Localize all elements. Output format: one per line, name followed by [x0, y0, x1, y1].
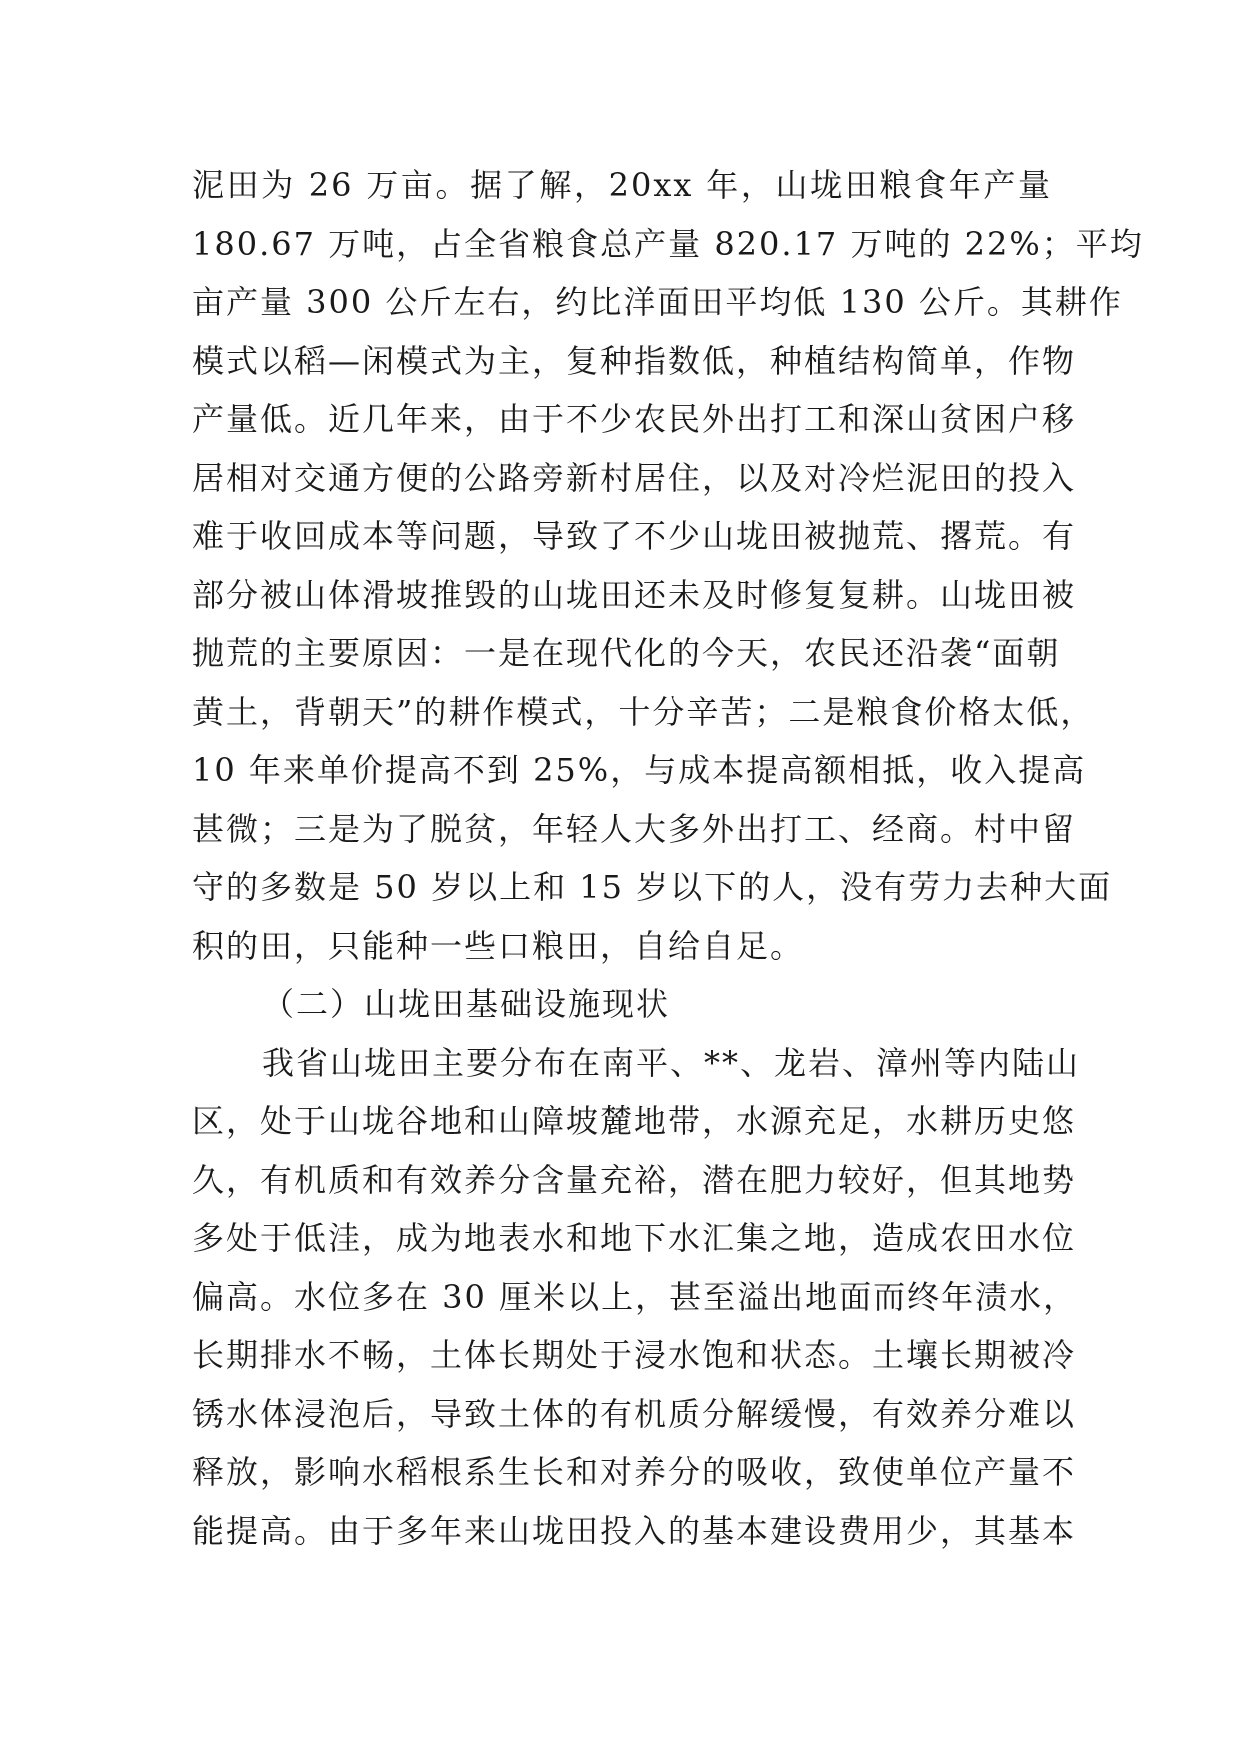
text-line: 偏高。水位多在 30 厘米以上，甚至溢出地面而终年渍水， [192, 1277, 1078, 1316]
text-line: 10 年来单价提高不到 25%，与成本提高额相抵，收入提高 [192, 751, 1087, 789]
document-body [192, 156, 1144, 1560]
text-line: 我省山垅田主要分布在南平、**、龙岩、漳州等内陆山 [262, 1043, 1081, 1082]
text-line: 甚微；三是为了脱贫，年轻人大多外出打工、经商。村中留 [192, 809, 1077, 848]
section-heading: （二）山垅田基础设施现状 [262, 985, 671, 1023]
text-line: 能提高。由于多年来山垅田投入的基本建设费用少，其基本 [192, 1511, 1077, 1550]
text-line: 泥田为 26 万亩。据了解，20xx 年，山垅田粮食年产量 [192, 166, 1052, 204]
text-line: 亩产量 300 公斤左右，约比洋面田平均低 130 公斤。其耕作 [192, 283, 1123, 321]
text-line: 释放，影响水稻根系生长和对养分的吸收，致使单位产量不 [192, 1453, 1077, 1491]
paragraph-1 [192, 156, 1144, 975]
text-line: 黄土，背朝天”的耕作模式，十分辛苦；二是粮食价格太低， [192, 692, 1095, 731]
text-line: 模式以稻—闲模式为主，复种指数低，种植结构简单，作物 [192, 341, 1077, 380]
text-line: 抛荒的主要原因：一是在现代化的今天，农民还沿袭“面朝 [192, 634, 1061, 672]
text-line: 居相对交通方便的公路旁新村居住，以及对冷烂泥田的投入 [192, 458, 1077, 497]
text-line: 久，有机质和有效养分含量充裕，潜在肥力较好，但其地势 [192, 1160, 1077, 1199]
text-line: 区，处于山垅谷地和山障坡麓地带，水源充足，水耕历史悠 [192, 1102, 1077, 1140]
text-line: 积的田，只能种一些口粮田，自给自足。 [192, 926, 805, 965]
text-line: 长期排水不畅，土体长期处于浸水饱和状态。土壤长期被冷 [192, 1336, 1077, 1374]
text-line: 多处于低洼，成为地表水和地下水汇集之地，造成农田水位 [192, 1219, 1077, 1257]
paragraph-2 [192, 1034, 1081, 1561]
text-line: 锈水体浸泡后，导致土体的有机质分解缓慢，有效养分难以 [192, 1394, 1077, 1433]
text-line: 产量低。近几年来，由于不少农民外出打工和深山贫困户移 [192, 400, 1077, 438]
text-line: 部分被山体滑坡推毁的山垅田还未及时修复复耕。山垅田被 [192, 575, 1077, 614]
text-line: 守的多数是 50 岁以上和 15 岁以下的人，没有劳力去种大面 [192, 868, 1113, 906]
text-line: 180.67 万吨，占全省粮食总产量 820.17 万吨的 22%；平均 [192, 224, 1144, 263]
text-line: 难于收回成本等问题，导致了不少山垅田被抛荒、撂荒。有 [192, 517, 1077, 555]
